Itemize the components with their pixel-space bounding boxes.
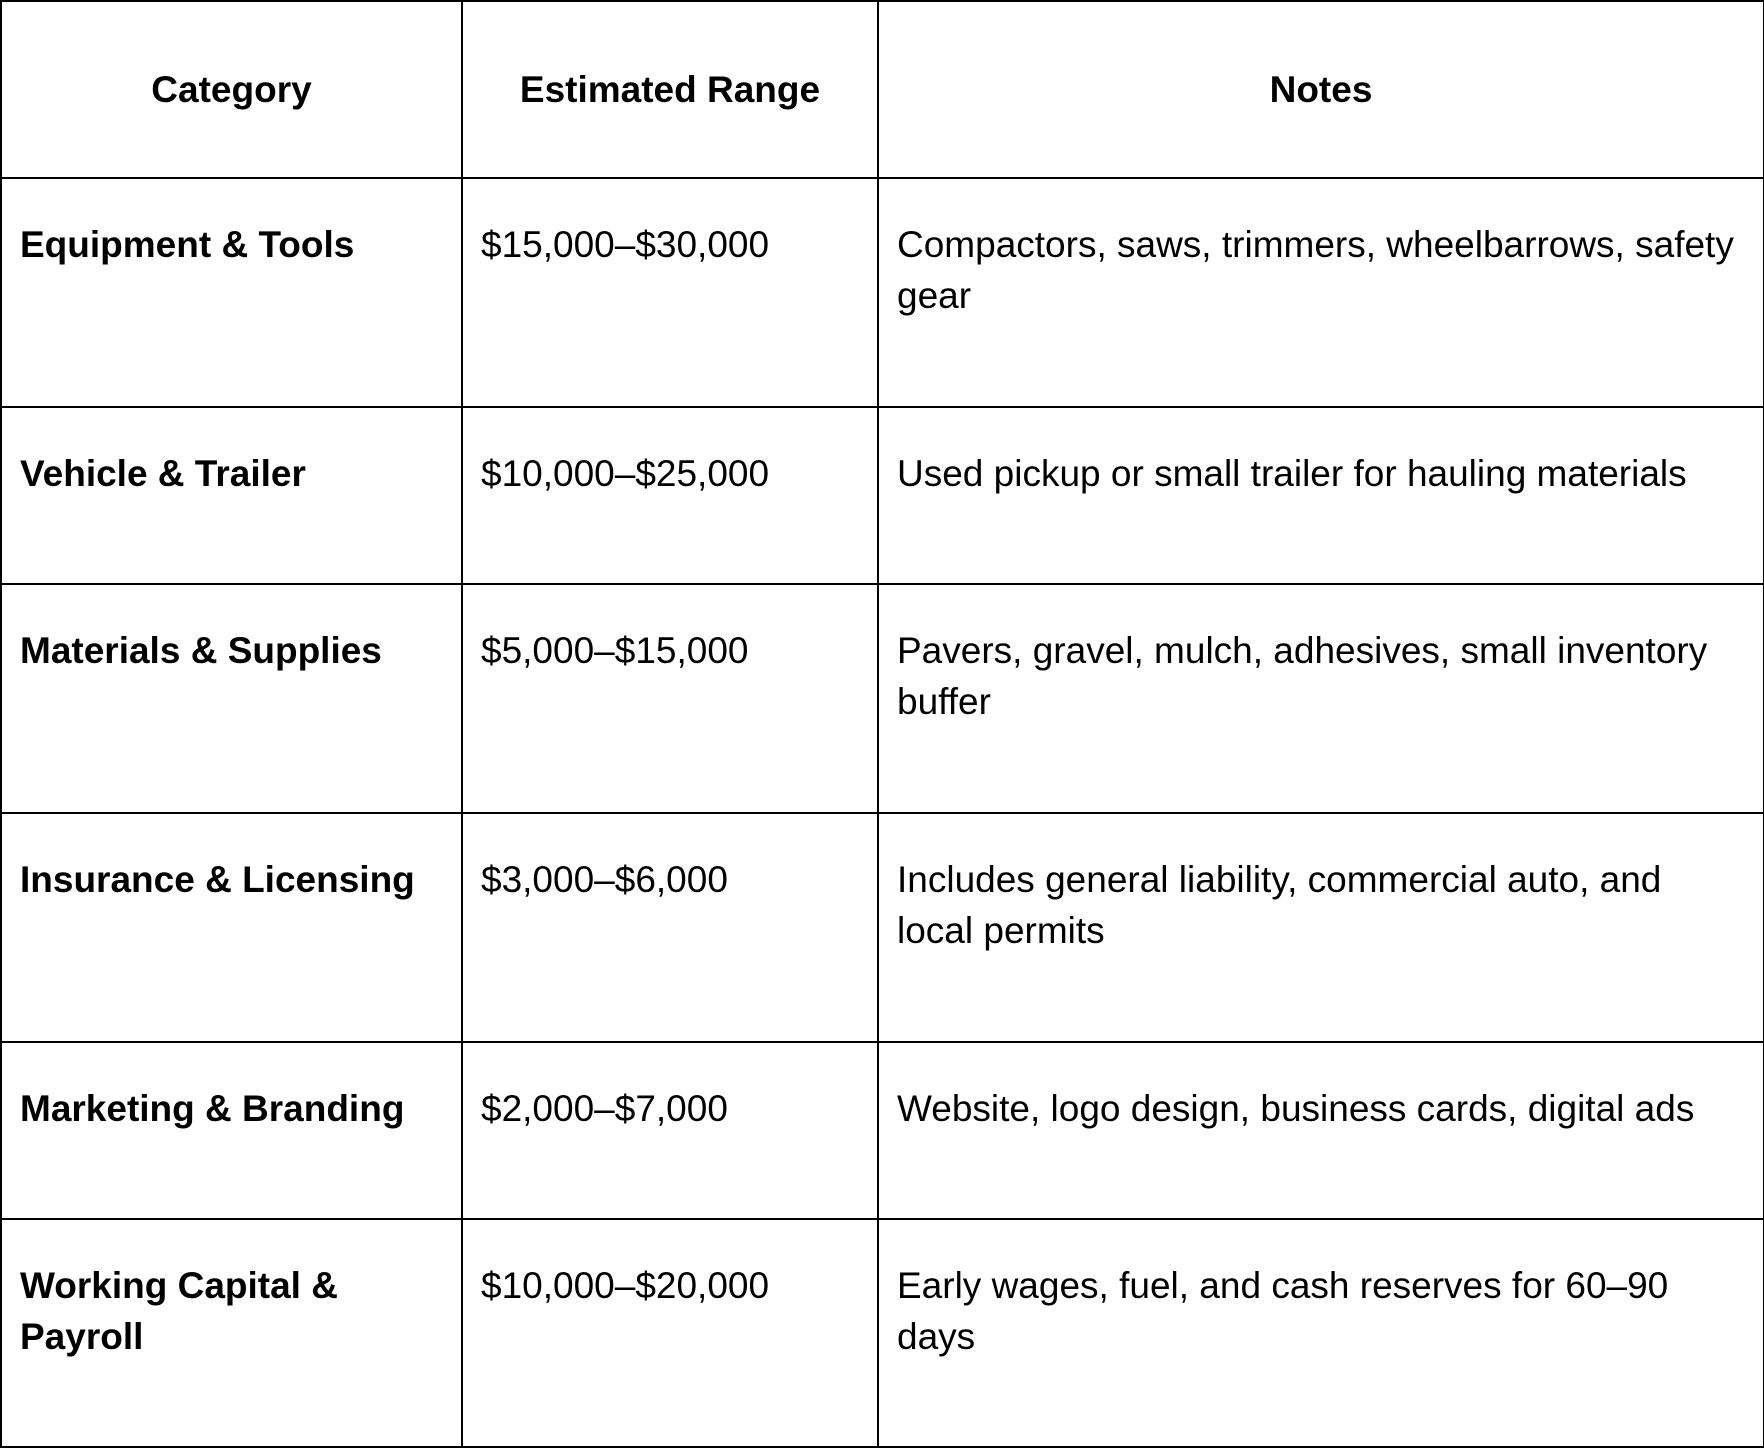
header-notes: Notes — [878, 1, 1764, 178]
row-range: $5,000–$15,000 — [462, 584, 878, 813]
table-header-row — [1, 1, 1764, 178]
row-category: Materials & Supplies — [1, 584, 462, 813]
row-category: Insurance & Licensing — [1, 813, 462, 1042]
table-row — [1, 178, 1764, 407]
row-notes: Pavers, gravel, mulch, adhesives, small inventory buffer — [878, 584, 1764, 813]
row-range: $15,000–$30,000 — [462, 178, 878, 407]
header-estimated-range: Estimated Range — [462, 1, 878, 178]
header-category: Category — [1, 1, 462, 178]
row-category: Marketing & Branding — [1, 1042, 462, 1219]
row-notes: Website, logo design, business cards, digital ads — [878, 1042, 1764, 1219]
row-range: $10,000–$20,000 — [462, 1219, 878, 1447]
row-category: Equipment & Tools — [1, 178, 462, 407]
row-notes: Used pickup or small trailer for hauling materials — [878, 407, 1764, 584]
table-row — [1, 407, 1764, 584]
row-category: Working Capital & Payroll — [1, 1219, 462, 1447]
row-notes: Early wages, fuel, and cash reserves for 60–90 days — [878, 1219, 1764, 1447]
row-range: $3,000–$6,000 — [462, 813, 878, 1042]
table-row — [1, 1042, 1764, 1219]
table-row — [1, 813, 1764, 1042]
row-notes: Compactors, saws, trimmers, wheelbarrows, safety gear — [878, 178, 1764, 407]
row-range: $10,000–$25,000 — [462, 407, 878, 584]
table-row — [1, 584, 1764, 813]
row-range: $2,000–$7,000 — [462, 1042, 878, 1219]
row-notes: Includes general liability, commercial auto, and local permits — [878, 813, 1764, 1042]
table-row — [1, 1219, 1764, 1447]
row-category: Vehicle & Trailer — [1, 407, 462, 584]
